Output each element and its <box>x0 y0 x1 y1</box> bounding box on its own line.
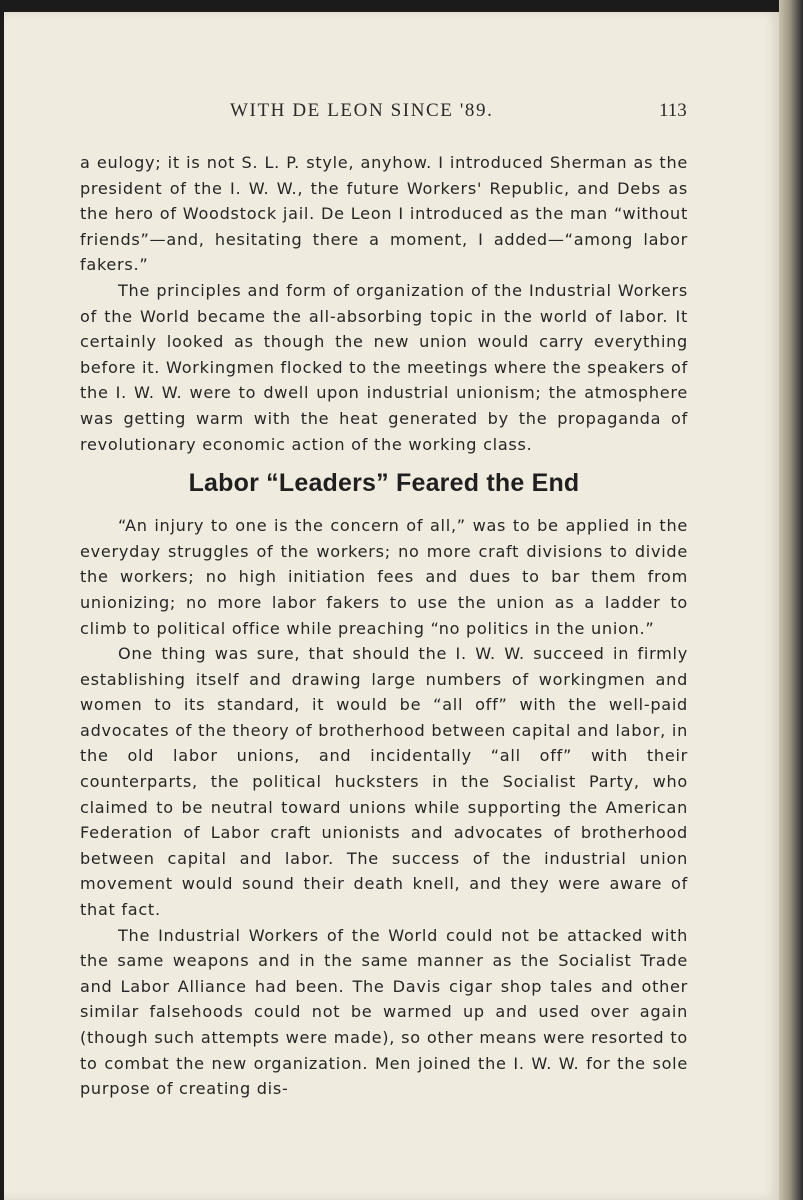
paragraph: The principles and form of organization of the Industrial Workers of the World became the all-absorbing topic in the world of labor. It certainly looked as though the new union would carry everything before it. Workingmen flocked to the meetings where the speakers of the I. W. W. were to dwell upon industrial unionism; the atmosphere was getting warm with the heat generated by the propaganda of revolutionary economic action of the working class. <box>80 280 688 454</box>
running-title: WITH DE LEON SINCE '89. <box>230 100 494 121</box>
paragraph: One thing was sure, that should the I. W. W. succeed in firmly establishing itself and drawing large numbers of workingmen and women to its standard, it would be “all off” with the well-paid advocates of the theory of brotherhood between capital and labor, in the old labor unions, and incidentally “all off” with their counterparts, the political hucksters in the Socialist Party, who claimed to be neutral toward unions while supporting the American Federation of Labor craft unionists and advocates of brotherhood between capital and labor. The success of the industrial union movement would sound their death knell, and they were aware of that fact. <box>80 644 688 920</box>
body-text <box>80 150 688 1102</box>
page-edge-shadow <box>779 0 803 1200</box>
paragraph: “An injury to one is the concern of all,” was to be applied in the everyday struggles of the workers; no more craft divisions to divide the workers; no high initiation fees and dues to bar them from unionizing; no more labor fakers to use the union as a ladder to climb to political office while preaching “no politics in the union.” <box>80 516 688 638</box>
running-head <box>4 100 779 130</box>
paragraph: a eulogy; it is not S. L. P. style, anyhow. I introduced Sherman as the president of the I. W. W., the future Workers' Republic, and Debs as the hero of Woodstock jail. De Leon I introduced as the man “without friends”—and, hesitating there a moment, I added—“among labor fakers.” <box>80 153 688 275</box>
book-page <box>4 12 779 1200</box>
paragraph: The Industrial Workers of the World could not be attacked with the same weapons and in the same manner as the Socialist Trade and Labor Alliance had been. The Davis cigar shop tales and other similar falsehoods could not be warmed up and used over again (though such attempts were made), so other means were resorted to to combat the new organization. Men joined the I. W. W. for the sole purpose of creating dis- <box>80 925 688 1099</box>
page-number: 113 <box>659 100 687 121</box>
section-heading: Labor “Leaders” Feared the End <box>188 469 580 498</box>
